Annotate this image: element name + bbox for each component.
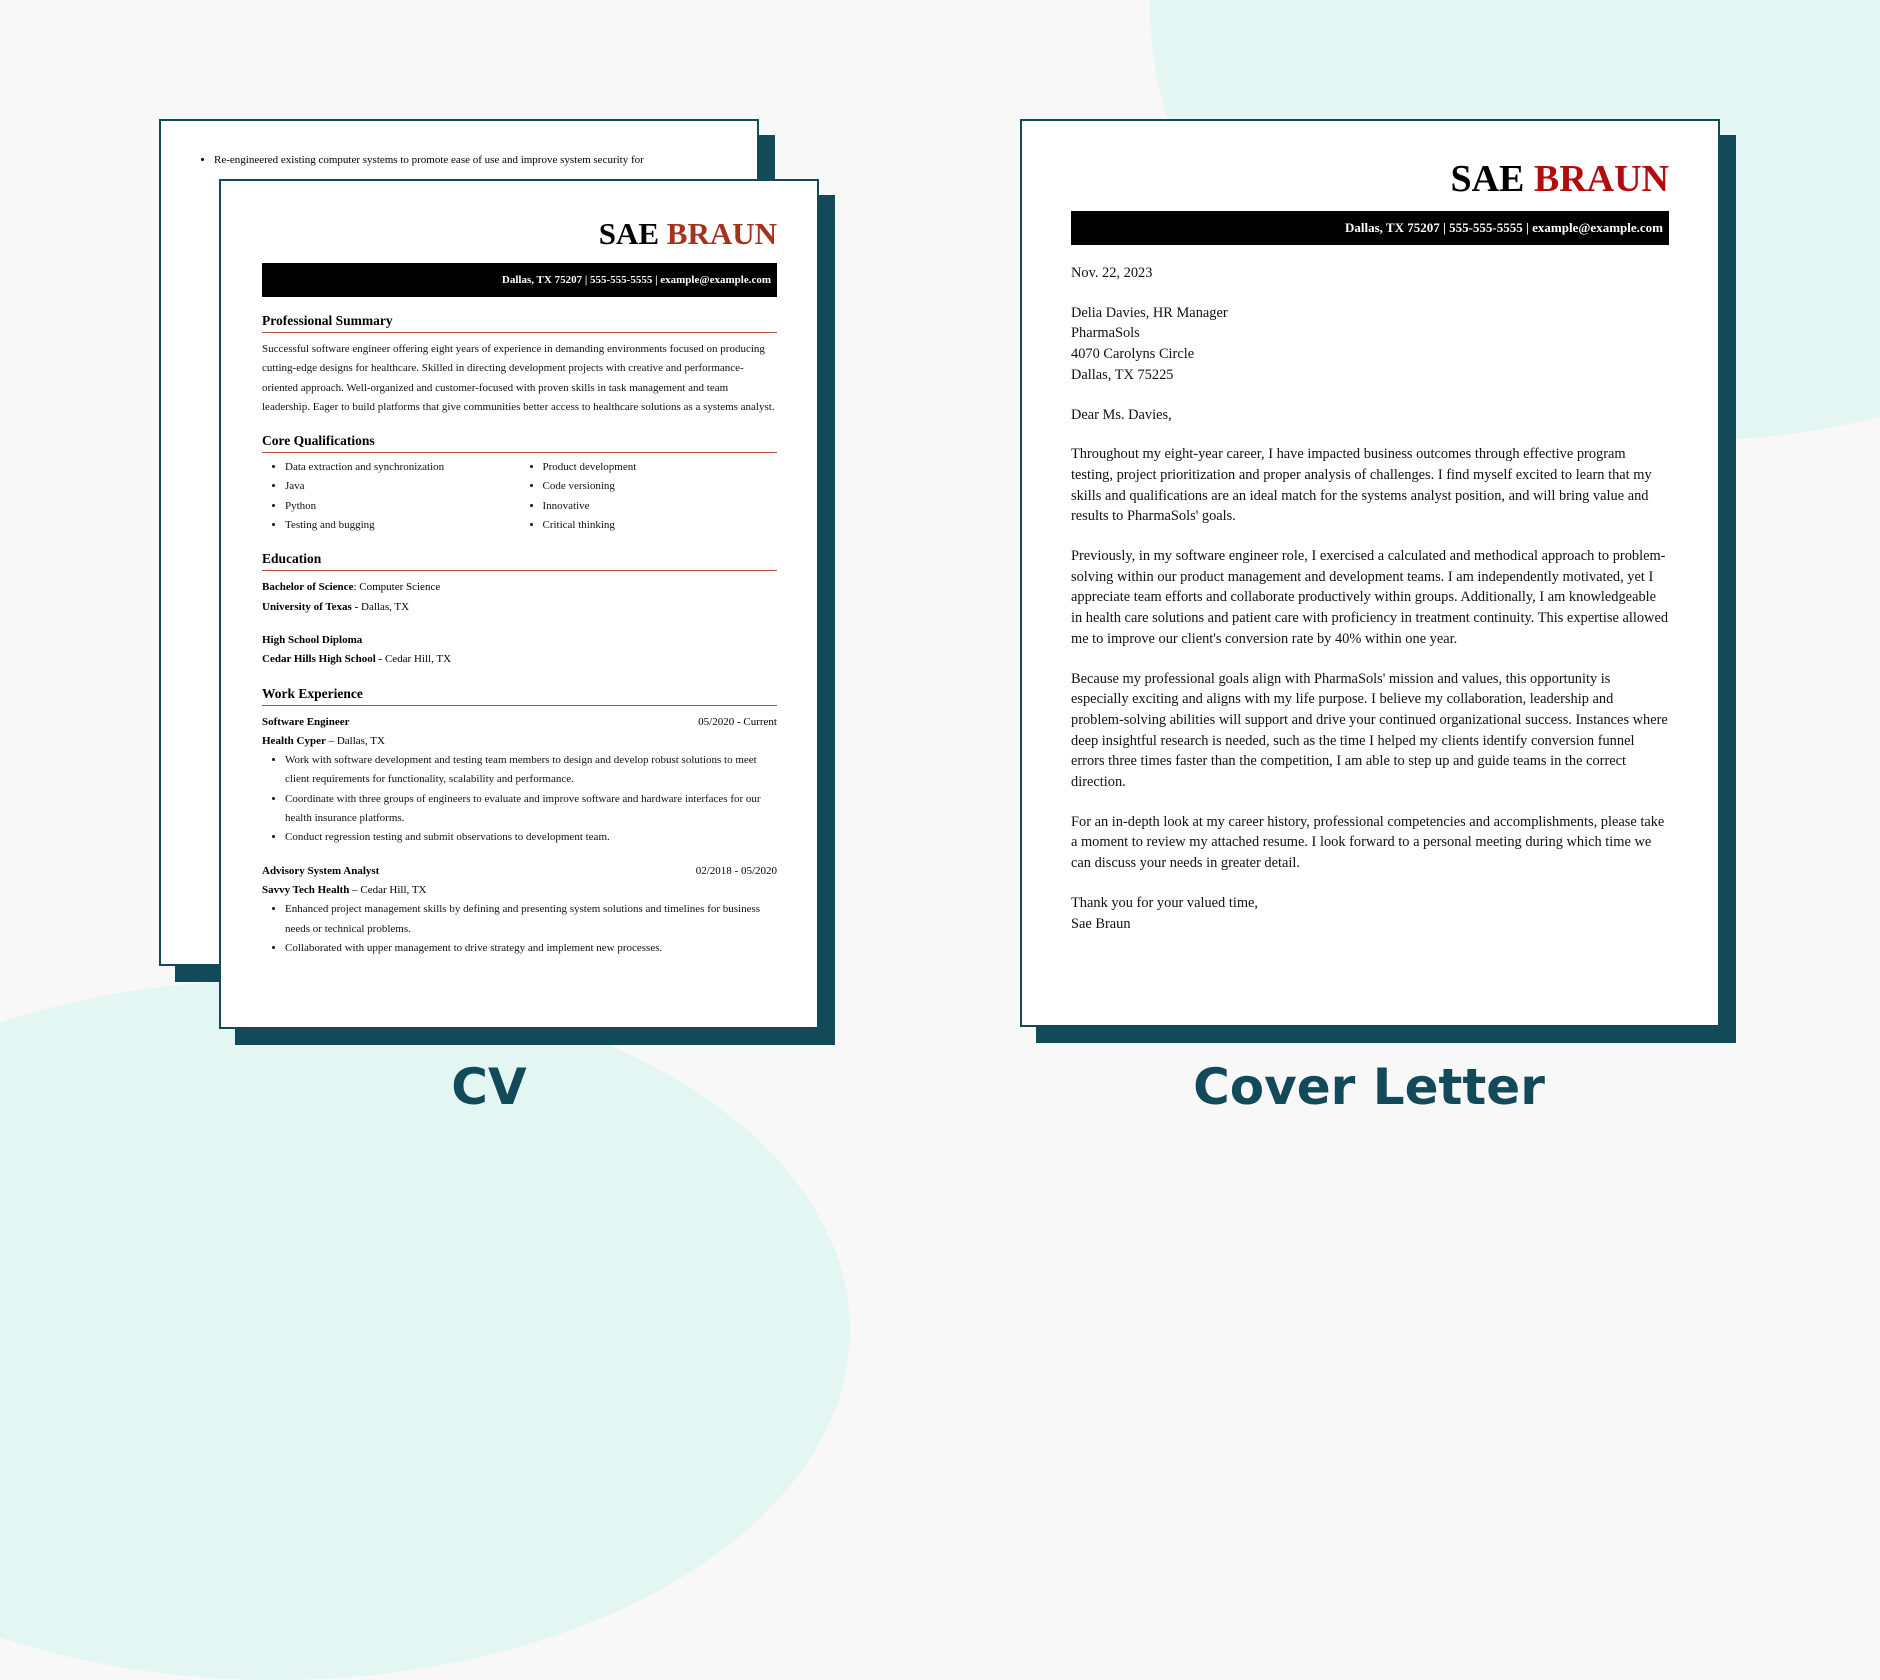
letter-paragraph: For an in-depth look at my career history, professional competencies and accomplishments, please take a moment to review my attached resume. I look forward to a personal meeting during which time we can discuss your needs in greater detail. <box>1071 813 1665 872</box>
qualification-item: • Code versioning <box>543 477 778 496</box>
job-bullet: • Work with software development and testing team members to design and develop robust solutions to meet client requirements for functionality, scalability and performance. <box>285 751 777 790</box>
cv-name: SAE BRAUN <box>598 216 777 251</box>
section-title-education: Education <box>262 551 777 571</box>
qualifications-list <box>262 458 777 535</box>
qualification-item: • Testing and bugging <box>285 516 520 535</box>
letter-paragraph: Throughout my eight-year career, I have impacted business outcomes through effective program testing, project prioritization and proper analysis of challenges. I find myself excited to learn that my skills and qualifications are an ideal match for the systems analyst position, and will bring value and results to PharmaSols' goals. <box>1071 446 1652 525</box>
letter-salutation: Dear Ms. Davies, <box>1071 406 1172 423</box>
cv-page <box>219 179 819 1029</box>
qualification-item: • Data extraction and synchronization <box>285 458 520 477</box>
job-bullet: • Coordinate with three groups of engineers to evaluate and improve software and hardware interfaces for our health insurance platforms. <box>285 790 777 829</box>
education-entry: Bachelor of Science: Computer Science University of Texas - Dallas, TX <box>262 581 441 613</box>
qualification-item: • Critical thinking <box>543 516 778 535</box>
section-title-qualifications: Core Qualifications <box>262 433 777 453</box>
letter-recipient: Delia Davies, HR Manager PharmaSols 4070 Carolyns Circle Dallas, TX 75225 <box>1071 304 1228 383</box>
cover-letter-name: SAE BRAUN <box>1450 158 1669 200</box>
section-title-work: Work Experience <box>262 686 777 706</box>
letter-paragraph: Because my professional goals align with PharmaSols' mission and values, this opportunity is especially exciting and aligns with my life purpose. I believe my collaboration, leadership and problem-solving abilities will support and drive your continued organizational success. Instances where deep insightful research is needed, such as the time I helped my clients identify conversion funnel errors three times faster than the competition, I am able to step up and guide teams in the correct direction. <box>1071 670 1668 791</box>
caption-cv: CV <box>451 1058 527 1116</box>
letter-paragraph: Previously, in my software engineer role, I exercised a calculated and methodical approach to problem-solving within our product management and development teams. I am independently motivated, yet I appreciate team efforts and collaborate productively within groups. Additionally, I am knowledgeable in health care solutions and patient care with proficiency in treatment continuity. This expertise allowed me to improve our client's conversion rate by 40% within one year. <box>1071 548 1669 647</box>
qualification-item: • Product development <box>543 458 778 477</box>
job-bullet: • Collaborated with upper management to drive strategy and implement new processes. <box>285 939 777 958</box>
section-title-summary: Professional Summary <box>262 313 777 333</box>
job-bullet: • Enhanced project management skills by defining and presenting system solutions and timelines for business needs or technical problems. <box>285 900 777 939</box>
summary-text: Successful software engineer offering eight years of experience in demanding environments focused on producing cutting-edge designs for healthcare. Skilled in directing development projects with creative and performance-oriented approach. Well-organized and customer-focused with proven skills in task management and team leadership. Eager to build platforms that give communities better access to healthcare solutions as a systems analyst. <box>262 343 775 413</box>
letter-closing: Thank you for your valued time, Sae Braun <box>1071 894 1259 932</box>
job-bullet: • Conduct regression testing and submit observations to development team. <box>285 828 777 847</box>
job-entry: Software Engineer 05/2020 - Current Health Cyper – Dallas, TX • Work with software development and testing team members to design and develop robust solutions to meet client requirements for functionality, scalability and performance. • Coordinate with three groups of engineers to evaluate and improve software and hardware interfaces for our health insurance platforms. • Conduct regression testing and submit observations to development team. <box>262 713 777 848</box>
caption-cover-letter: Cover Letter <box>1193 1058 1545 1116</box>
cover-letter-contact-bar: Dallas, TX 75207 | 555-555-5555 | example@example.com <box>1071 211 1669 245</box>
qualification-item: • Java <box>285 477 520 496</box>
back-sheet-bullet: • Re-engineered existing computer systems to promote ease of use and improve system security for <box>214 151 714 170</box>
letter-date: Nov. 22, 2023 <box>1071 265 1153 281</box>
qualification-item: • Python <box>285 497 520 516</box>
letter-signature: Sae Braun <box>1071 915 1131 932</box>
job-entry: Advisory System Analyst 02/2018 - 05/2020 Savvy Tech Health – Cedar Hill, TX • Enhanced project management skills by defining and presenting system solutions and timelines for business needs or technical problems. • Collaborated with upper management to drive strategy and implement new processes. <box>262 862 777 958</box>
education-entry: High School Diploma Cedar Hills High School - Cedar Hill, TX <box>262 633 452 666</box>
cover-letter-page <box>1020 119 1720 1027</box>
qualification-item: • Innovative <box>543 497 778 516</box>
cv-contact-bar: Dallas, TX 75207 | 555-555-5555 | example@example.com <box>262 263 777 297</box>
